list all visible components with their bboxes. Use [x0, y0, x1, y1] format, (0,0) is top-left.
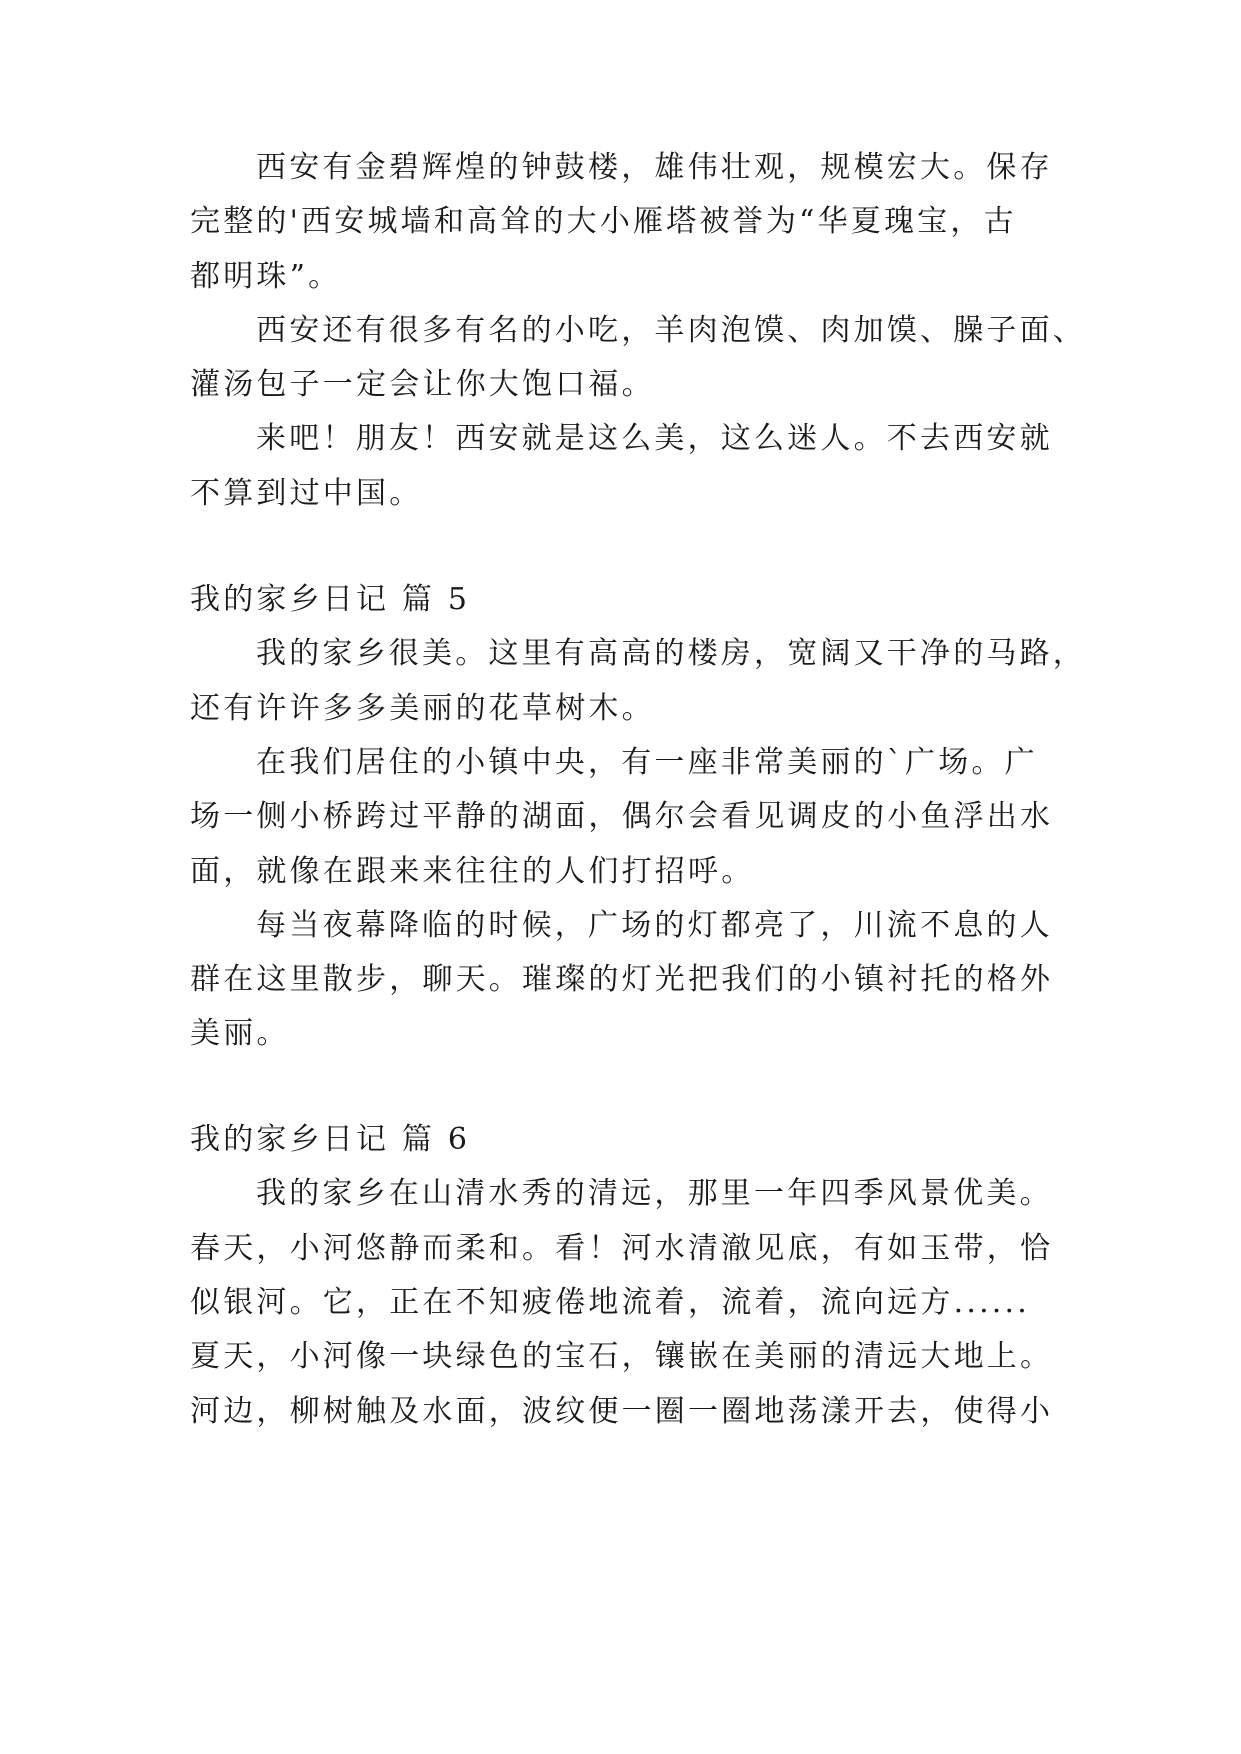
paragraph-line: 面，就像在跟来来往往的人们打招呼。: [190, 854, 755, 889]
paragraph-line: 场一侧小桥跨过平静的湖面，偶尔会看见调皮的小鱼浮出水: [190, 799, 1054, 834]
paragraph-line: 来吧！朋友！西安就是这么美，这么迷人。不去西安就: [256, 421, 1053, 456]
section-title: 我的家乡日记 篇 6: [190, 1122, 471, 1157]
paragraph-line: 每当夜幕降临的时候，广场的灯都亮了，川流不息的人: [256, 908, 1053, 943]
paragraph-line: 不算到过中国。: [190, 476, 423, 511]
paragraph-line: 灌汤包子一定会让你大饱口福。: [190, 367, 655, 402]
paragraph-line: 春天，小河悠静而柔和。看！河水清澈见底，有如玉带，恰: [190, 1231, 1054, 1266]
paragraph-line: 在我们居住的小镇中央，有一座非常美丽的`广场。广: [256, 745, 1038, 780]
paragraph-line: 西安还有很多有名的小吃，羊肉泡馍、肉加馍、臊子面、: [256, 313, 1086, 348]
paragraph-line: 我的家乡很美。这里有高高的楼房，宽阔又干净的马路，: [256, 636, 1086, 671]
paragraph-line: 似银河。它，正在不知疲倦地流着，流着，流向远方......: [190, 1285, 1031, 1320]
paragraph-line: 都明珠”。: [190, 259, 342, 294]
paragraph-line: 还有许许多多美丽的花草树木。: [190, 691, 655, 726]
section-title: 我的家乡日记 篇 5: [190, 582, 471, 617]
paragraph-line: 我的家乡在山清水秀的清远，那里一年四季风景优美。: [256, 1176, 1053, 1211]
paragraph-line: 完整的'西安城墙和高耸的大小雁塔被誉为“华夏瑰宝，古: [190, 204, 1017, 239]
paragraph-line: 西安有金碧辉煌的钟鼓楼，雄伟壮观，规模宏大。保存: [256, 150, 1053, 185]
paragraph-line: 美丽。: [190, 1016, 290, 1051]
paragraph-line: 河边，柳树触及水面，波纹便一圈一圈地荡漾开去，使得小: [190, 1394, 1054, 1429]
paragraph-line: 夏天，小河像一块绿色的宝石，镶嵌在美丽的清远大地上。: [190, 1339, 1054, 1374]
paragraph-line: 群在这里散步，聊天。璀璨的灯光把我们的小镇衬托的格外: [190, 962, 1054, 997]
